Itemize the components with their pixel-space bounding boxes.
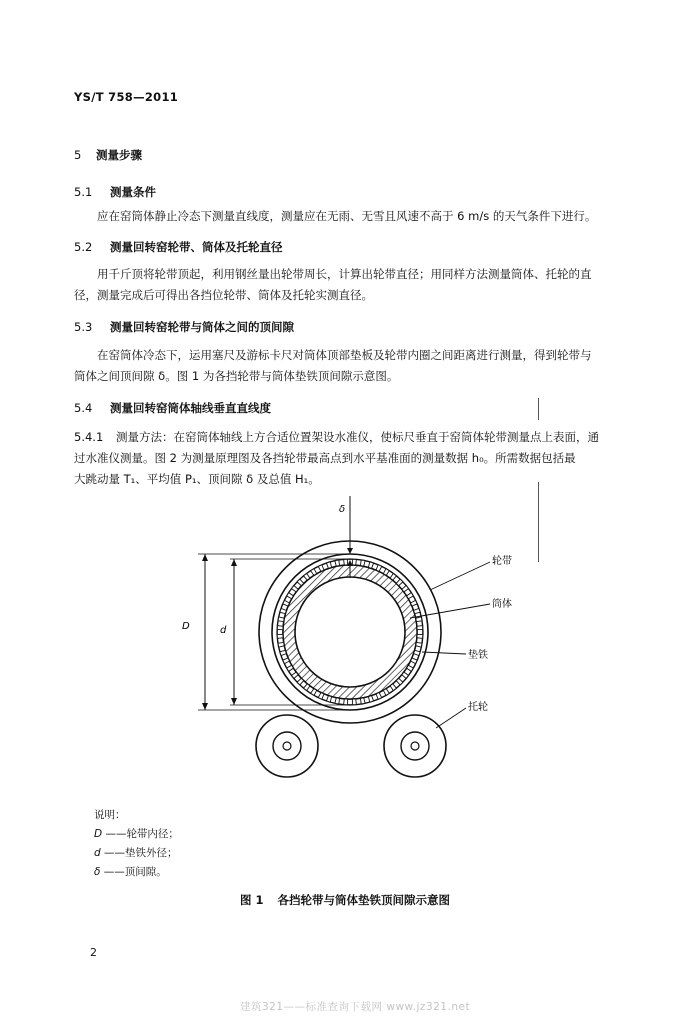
pad-block bbox=[348, 699, 353, 704]
label-delta: δ bbox=[339, 504, 346, 515]
heading-title: 测量条件 bbox=[110, 185, 156, 199]
pad-block bbox=[339, 699, 344, 705]
legend-text: ——轮带内径； bbox=[105, 828, 179, 840]
heading-5 bbox=[74, 147, 142, 163]
shell-inner-circle bbox=[295, 577, 405, 687]
legend-item bbox=[94, 844, 179, 863]
d-arrow-top-icon bbox=[231, 559, 237, 566]
legend-symbol: δ bbox=[94, 866, 101, 878]
label-pad: 垫铁 bbox=[468, 650, 488, 661]
clause-text: 测量方法：在窑筒体轴线上方合适位置架设水准仪，使标尺垂直于窑筒体轮带测量点上表面，通 bbox=[116, 430, 599, 444]
clause-number: 5.4.1 bbox=[74, 430, 104, 444]
D-arrow-top-icon bbox=[202, 554, 208, 561]
caption-label: 图 1 bbox=[240, 893, 264, 907]
heading-title: 测量回转窑轮带与筒体之间的顶间隙 bbox=[110, 320, 294, 334]
right-roller-outer bbox=[384, 715, 446, 777]
heading-number: 5 bbox=[74, 148, 82, 162]
figure-tyre-clearance-diagram bbox=[150, 490, 550, 800]
paragraph-5-1: 应在窑筒体静止冷态下测量直线度，测量应在无雨、无雪且风速不高于 6 m/s 的天气条件下进行。 bbox=[97, 209, 597, 223]
pad-block bbox=[278, 621, 284, 626]
heading-number: 5.2 bbox=[74, 240, 93, 254]
caption-text: 各挡轮带与筒体垫铁顶间隙示意图 bbox=[277, 893, 451, 907]
label-tyre: 轮带 bbox=[492, 556, 512, 567]
figure-caption bbox=[240, 892, 450, 908]
legend-text: ——顶间隙。 bbox=[103, 866, 167, 878]
pad-block bbox=[339, 560, 344, 566]
right-roller-axle bbox=[411, 742, 419, 750]
right-roller-hub bbox=[401, 732, 429, 760]
D-arrow-bottom-icon bbox=[202, 703, 208, 710]
pad-block bbox=[277, 630, 282, 635]
heading-5-3 bbox=[74, 319, 294, 335]
pad-block bbox=[356, 699, 361, 705]
paragraph-5-4-1-line-1 bbox=[74, 427, 599, 448]
heading-number: 5.1 bbox=[74, 185, 93, 199]
heading-number: 5.3 bbox=[74, 320, 93, 334]
standard-number: YS/T 758—2011 bbox=[74, 90, 179, 104]
heading-title: 测量回转窑筒体轴线垂直直线度 bbox=[110, 401, 271, 415]
paragraph-5-3-line-2: 筒体之间顶间隙 δ。图 1 为各挡轮带与筒体垫铁顶间隙示意图。 bbox=[74, 369, 399, 383]
pad-block bbox=[417, 621, 423, 626]
scan-line-artifact bbox=[538, 398, 539, 420]
pad-block bbox=[356, 560, 361, 566]
left-roller-outer bbox=[256, 715, 318, 777]
label-shell: 筒体 bbox=[492, 599, 512, 610]
heading-5-4 bbox=[74, 400, 271, 416]
legend-symbol: D bbox=[94, 828, 103, 840]
left-roller-hub bbox=[273, 732, 301, 760]
d-arrow-bottom-icon bbox=[231, 698, 237, 705]
legend-item bbox=[94, 863, 179, 882]
pad-block bbox=[417, 638, 423, 643]
left-roller-axle bbox=[283, 742, 291, 750]
legend-text: ——垫铁外径； bbox=[104, 847, 178, 859]
label-D: D bbox=[182, 621, 190, 632]
legend-symbol: d bbox=[94, 847, 101, 859]
page-number: 2 bbox=[90, 946, 97, 959]
label-roller: 托轮 bbox=[468, 702, 488, 713]
pad-block bbox=[278, 638, 284, 643]
delta-arrow-icon bbox=[347, 548, 353, 554]
paragraph-5-4-1-line-3: 大跳动量 T₁、平均值 P₁、顶间隙 δ 及总值 H₁。 bbox=[74, 472, 320, 486]
pad-block bbox=[417, 630, 422, 635]
heading-5-2 bbox=[74, 239, 283, 255]
heading-title: 测量回转窑轮带、筒体及托轮直径 bbox=[110, 240, 283, 254]
legend-title: 说明： bbox=[94, 809, 126, 821]
paragraph-5-2-line-2: 径，测量完成后可得出各挡位轮带、筒体及托轮实测直径。 bbox=[74, 288, 373, 302]
leader-pad bbox=[422, 652, 466, 654]
legend-item bbox=[94, 825, 179, 844]
heading-title: 测量步骤 bbox=[96, 148, 142, 162]
paragraph-5-2-line-1: 用千斤顶将轮带顶起，利用钢丝量出轮带周长，计算出轮带直径；用同样方法测量筒体、托轮的直 bbox=[97, 267, 592, 281]
leader-tyre bbox=[430, 562, 490, 590]
heading-5-1 bbox=[74, 184, 156, 200]
heading-number: 5.4 bbox=[74, 401, 93, 415]
paragraph-5-3-line-1: 在窑筒体冷态下，运用塞尺及游标卡尺对筒体顶部垫板及轮带内圈之间距离进行测量，得到轮带与 bbox=[97, 348, 592, 362]
footer-watermark: 建筑321——标准查询下载网 www.jz321.net bbox=[240, 1001, 471, 1013]
paragraph-5-4-1-line-2: 过水准仪测量。图 2 为测量原理图及各挡轮带最高点到水平基准面的测量数据 h₀。所需数据包括最 bbox=[74, 451, 576, 465]
figure-legend bbox=[94, 806, 179, 882]
leader-roller bbox=[436, 708, 466, 728]
label-d: d bbox=[220, 625, 227, 636]
leader-shell bbox=[410, 604, 490, 618]
